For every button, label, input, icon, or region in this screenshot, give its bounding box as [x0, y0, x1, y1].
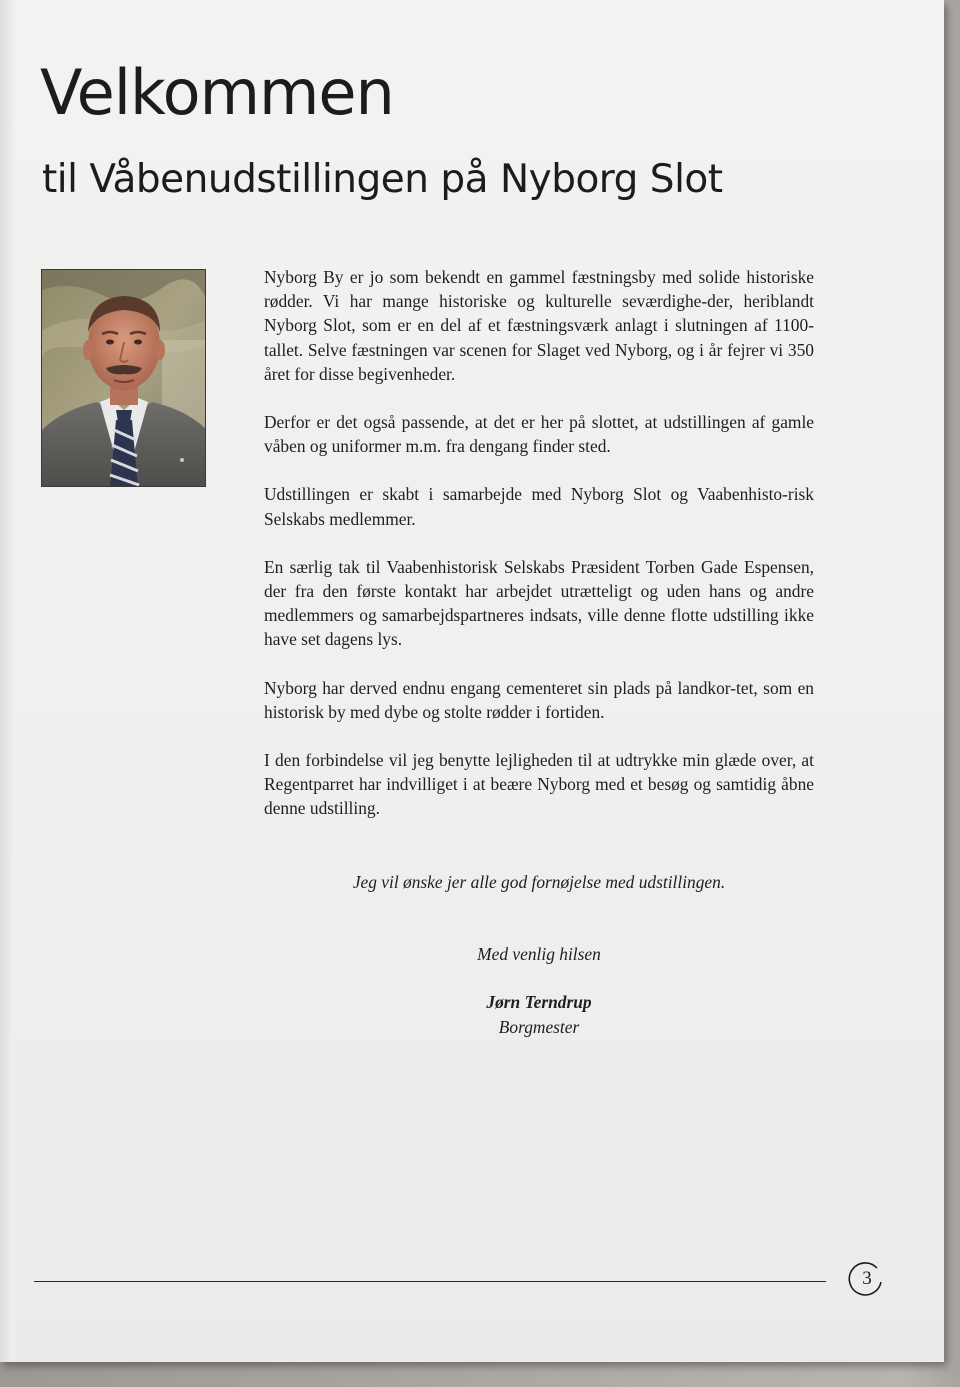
paragraph-1: Nyborg By er jo som bekendt en gammel fæstningsby med solide historiske rødder. Vi har mange historiske og kulturelle seværdighe-der, heriblandt Nyborg Slot, som er en del af et fæstningsværk anlagt i slutningen af 1100-tallet. Selve fæstningen var scenen for Slaget ved Nyborg, og i år fejrer vi 350 året for disse begivenheder.: [264, 267, 814, 384]
page-spine: [0, 0, 14, 1362]
letter-body: [264, 265, 814, 845]
page-subtitle: til Våbenudstillingen på Nyborg Slot: [42, 157, 723, 202]
paragraph-2: Derfor er det også passende, at det er her på slottet, at udstillingen af gamle våben og uniformer m.m. fra dengang finder sted.: [264, 412, 814, 457]
paragraph-6: I den forbindelse vil jeg benytte lejligheden til at udtrykke min glæde over, at Regentparret har indvilliget i at beære Nyborg med et besøg og samtidig åbne denne udstilling.: [264, 750, 814, 819]
paragraph-3: Udstillingen er skabt i samarbejde med Nyborg Slot og Vaabenhisto-risk Selskabs medlemmer.: [264, 484, 814, 529]
page-title: Velkommen: [40, 56, 394, 129]
signatory-role: Borgmester: [498, 1017, 580, 1037]
mayor-portrait-photo: [41, 269, 206, 487]
paragraph-4: En særlig tak til Vaabenhistorisk Selskabs Præsident Torben Gade Espensen, der fra den første kontakt har arbejdet utrætteligt og uden hans og andre medlemmers og samarbejdspartneres indsats, ville denne flotte udstilling ikke have set dagens lys.: [264, 556, 814, 650]
closing-regards: Med venlig hilsen: [477, 944, 601, 964]
page-number: 3: [862, 1268, 872, 1289]
closing-wish: Jeg vil ønske jer alle god fornøjelse med udstillingen.: [352, 872, 726, 892]
signatory-name: Jørn Terndrup: [486, 992, 592, 1012]
paragraph-5: Nyborg har derved endnu engang cementeret sin plads på landkor-tet, som en historisk by med dybe og stolte rødder i fortiden.: [264, 677, 814, 722]
portrait-illustration: [42, 270, 206, 487]
footer-rule: [34, 1281, 826, 1282]
